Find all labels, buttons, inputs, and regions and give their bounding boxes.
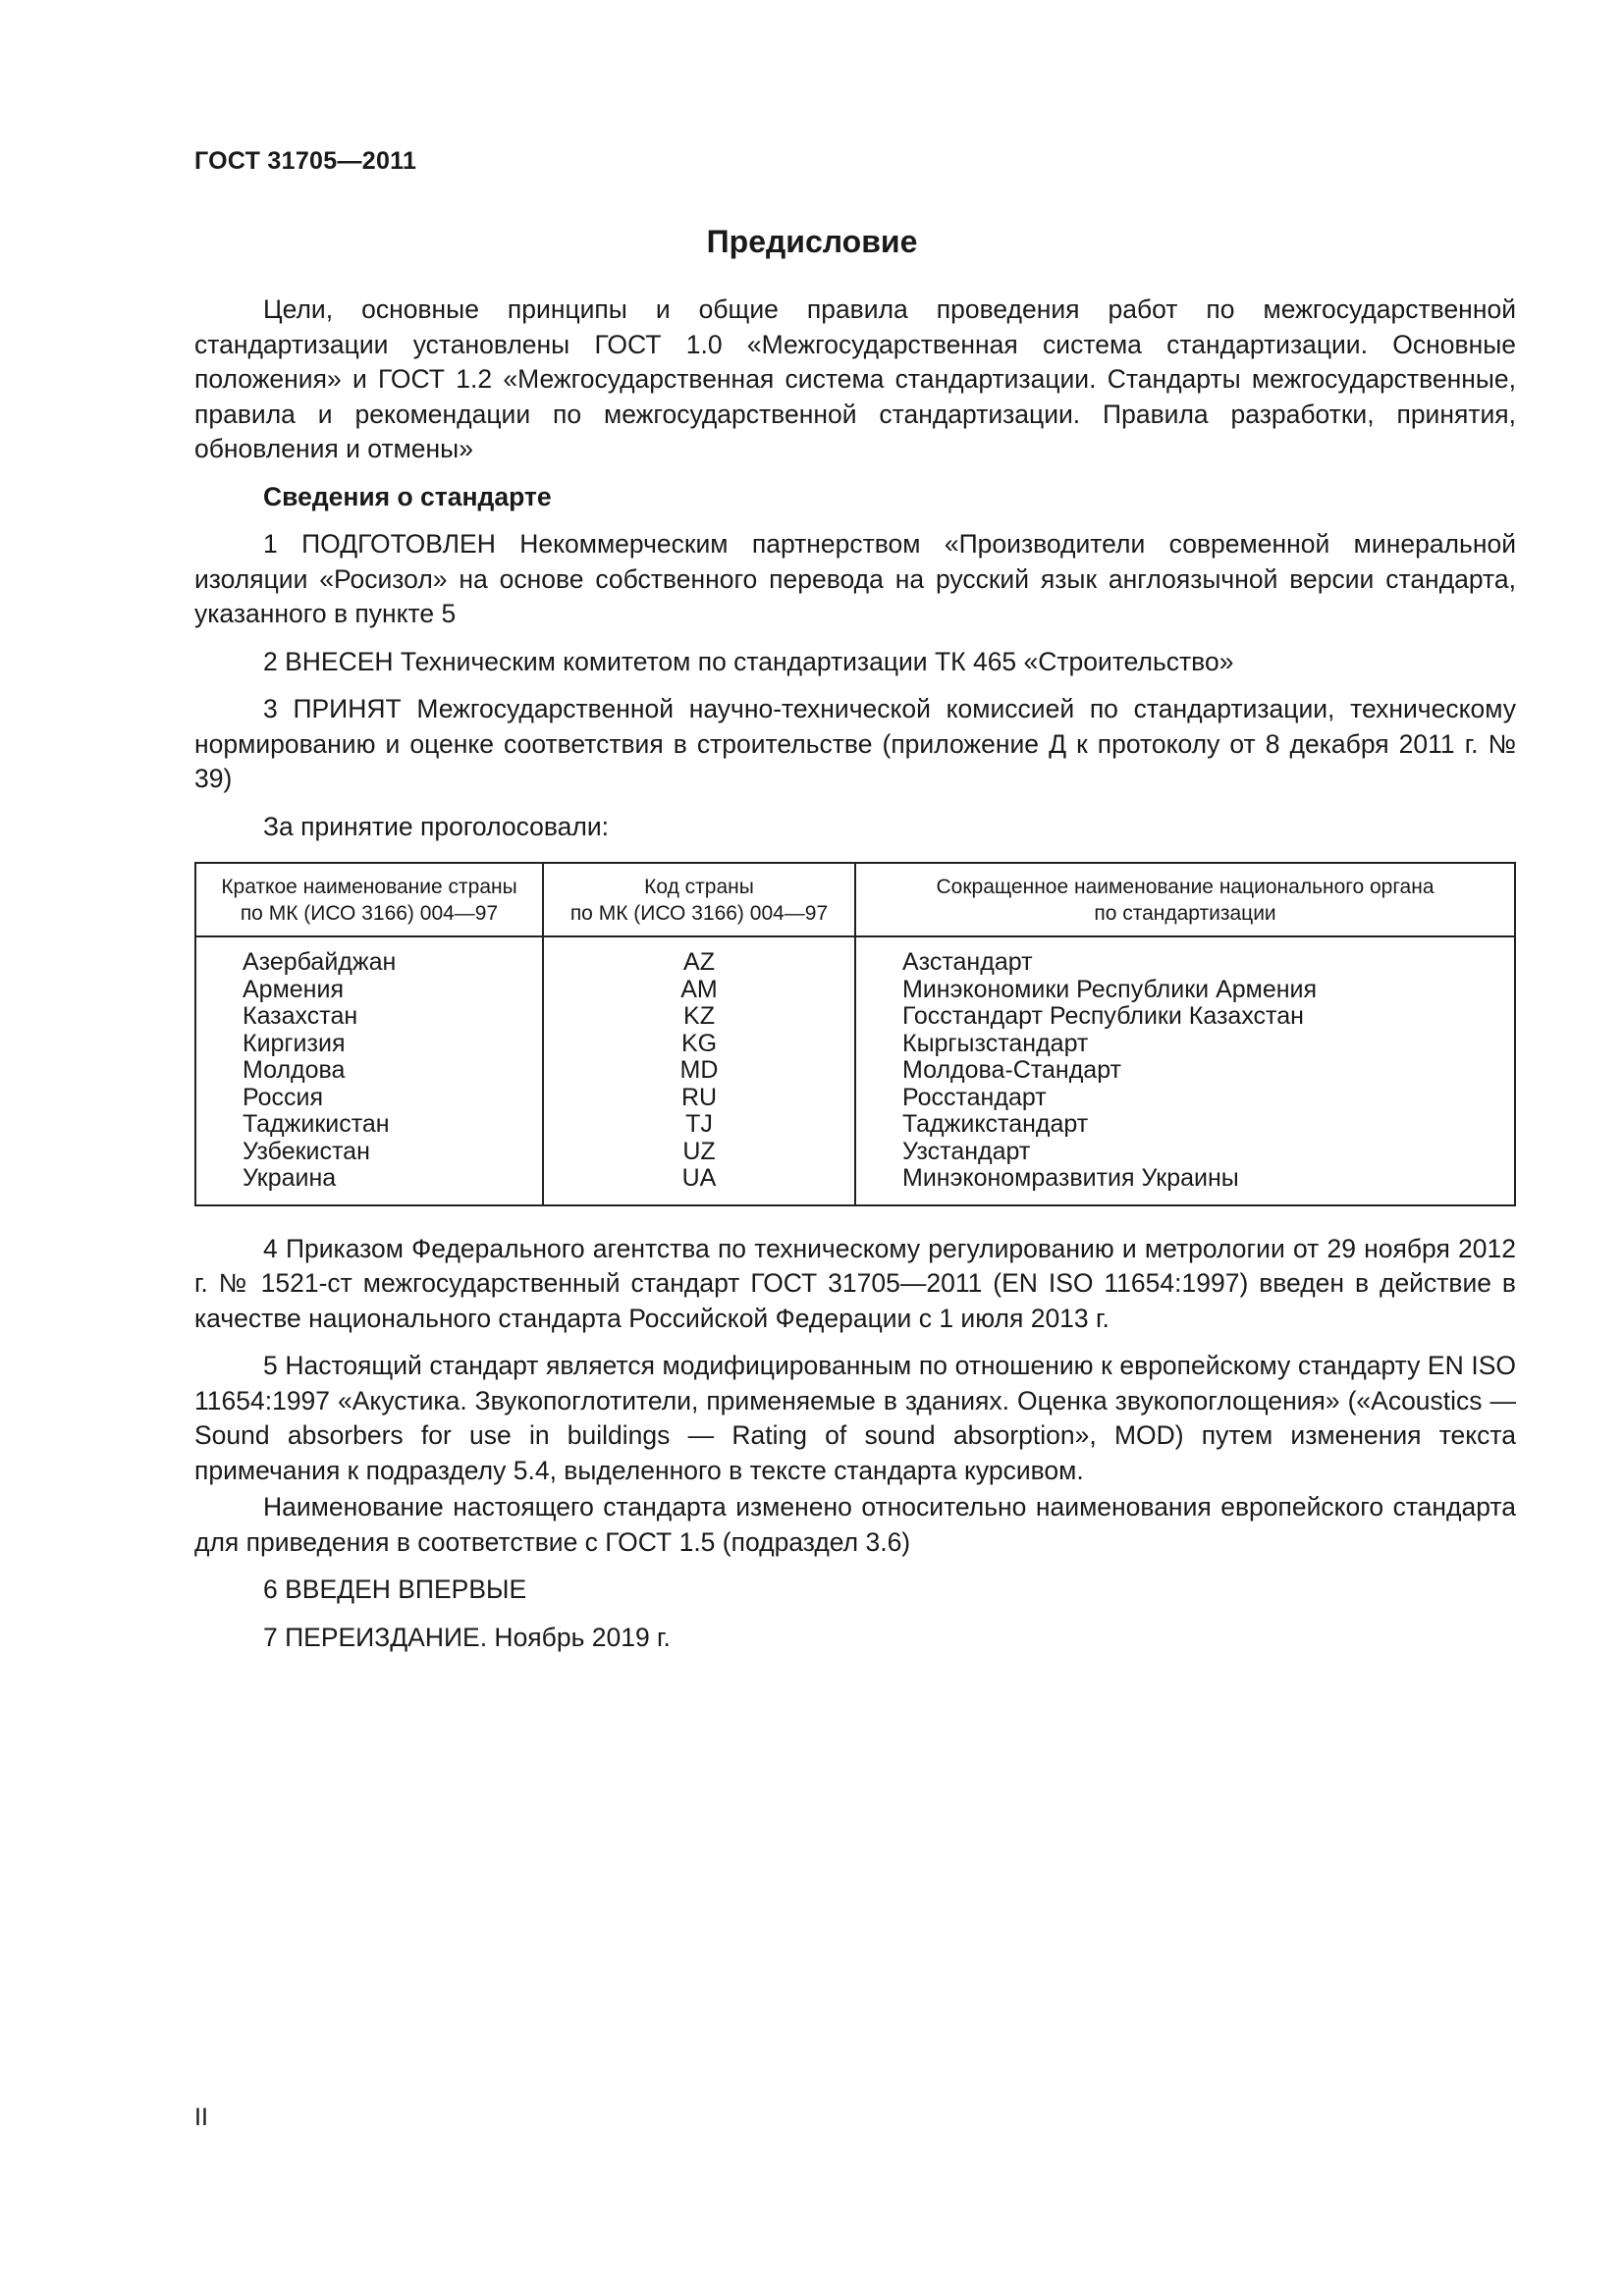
code-column — [543, 936, 855, 1205]
item-3: 3 ПРИНЯТ Межгосударственной научно-технической комиссией по стандартизации, техническому нормированию и оценке соответствия в строительстве (приложение Д к протоколу от 8 декабря 2011 г. № 39) — [194, 694, 1516, 793]
header-country-line2: по МК (ИСО 3166) 004—97 — [240, 902, 499, 925]
item-4: 4 Приказом Федерального агентства по техническому регулированию и метрологии от 29 ноября 2012 г. № 1521-ст межгосударственный стандарт ГОСТ 31705—2011 (EN ISO 11654:1997) введен в действие в качестве национального стандарта Российской Федерации с 1 июля 2013 г. — [194, 1233, 1516, 1333]
country-code: TJ — [685, 1110, 713, 1138]
standards-body: Молдова-Стандарт — [902, 1056, 1121, 1084]
standards-body: Узстандарт — [902, 1137, 1031, 1165]
standards-body: Таджикстандарт — [902, 1110, 1089, 1138]
table-header-code — [543, 863, 855, 936]
table-header-country — [195, 863, 543, 936]
document-body — [194, 293, 1516, 1655]
standards-body: Госстандарт Республики Казахстан — [902, 1002, 1304, 1030]
header-code-line2: по МК (ИСО 3166) 004—97 — [569, 902, 829, 925]
country-code: KG — [680, 1029, 718, 1057]
country-name: Украина — [243, 1164, 337, 1192]
country-name: Казахстан — [243, 1002, 358, 1030]
country-code: KZ — [683, 1002, 715, 1030]
section-heading: Сведения о стандарте — [263, 481, 552, 511]
item-5: 5 Настоящий стандарт является модифицированным по отношению к европейскому стандарту EN ISO 11654:1997 «Акустика. Звукопоглотители, применяемые в зданиях. Оценка звукопоглощения» («Acoustics — Sound absorbers for use in buildings — Rating of sound absorption», MOD) путем изменения текста примечания к подразделу 5.4, выделенного в тексте стандарта курсивом. — [194, 1351, 1516, 1485]
page-title: Предисловие — [706, 224, 918, 259]
vote-label: За принятие проголосовали: — [263, 811, 610, 841]
item-5-note: Наименование настоящего стандарта изменено относительно наименования европейского стандарта для приведения в соответствие с ГОСТ 1.5 (подраздел 3.6) — [194, 1492, 1516, 1557]
table-body-row — [195, 936, 1515, 1205]
page-number: II — [194, 2104, 208, 2131]
country-name: Молдова — [243, 1056, 346, 1084]
standards-body: Азстандарт — [902, 948, 1033, 976]
header-org-line2: по стандартизации — [1094, 902, 1276, 925]
country-column — [195, 936, 543, 1205]
item-1: 1 ПОДГОТОВЛЕН Некоммерческим партнерством «Производители современной минеральной изоляции «Росизол» на основе собственного перевода на русский язык англоязычной версии стандарта, указанного в пункте 5 — [194, 529, 1516, 628]
item-2: 2 ВНЕСЕН Техническим комитетом по стандартизации ТК 465 «Строительство» — [263, 646, 1234, 676]
item-6: 6 ВВЕДЕН ВПЕРВЫЕ — [263, 1575, 527, 1604]
country-code: AM — [680, 975, 718, 1003]
country-name: Россия — [243, 1083, 323, 1111]
standards-body: Минэкономразвития Украины — [902, 1164, 1239, 1192]
country-name: Киргизия — [243, 1029, 346, 1057]
header-code-line1: Код страны — [644, 876, 754, 898]
document-id: ГОСТ 31705—2011 — [194, 147, 417, 175]
item-7: 7 ПЕРЕИЗДАНИЕ. Ноябрь 2019 г. — [263, 1622, 671, 1652]
table-header-row — [195, 863, 1515, 936]
country-code: AZ — [683, 948, 715, 976]
standards-body: Росстандарт — [902, 1083, 1047, 1111]
country-name: Азербайджан — [243, 948, 397, 976]
country-code: UA — [681, 1164, 717, 1192]
country-name: Армения — [243, 975, 344, 1003]
intro-paragraph: Цели, основные принципы и общие правила проведения работ по межгосударственной стандартизации установлены ГОСТ 1.0 «Межгосударственная система стандартизации. Основные положения» и ГОСТ 1.2 «Межгосударственная система стандартизации. Стандарты межгосударственные, правила и рекомендации по межгосударственной стандартизации. Правила разработки, принятия, обновления и отмены» — [194, 294, 1516, 463]
org-column — [855, 936, 1515, 1205]
country-code: UZ — [682, 1137, 716, 1165]
country-name: Узбекистан — [243, 1137, 370, 1165]
standards-body: Минэкономики Республики Армения — [902, 975, 1318, 1003]
table-header-org — [855, 863, 1515, 936]
country-name: Таджикистан — [243, 1110, 390, 1138]
header-country-line1: Краткое наименование страны — [221, 876, 517, 898]
voting-countries-table — [194, 862, 1516, 1206]
country-code: RU — [680, 1083, 718, 1111]
header-org-line1: Сокращенное наименование национального органа — [936, 876, 1435, 898]
standards-body: Кыргызстандарт — [902, 1029, 1089, 1057]
country-code: MD — [679, 1056, 719, 1084]
